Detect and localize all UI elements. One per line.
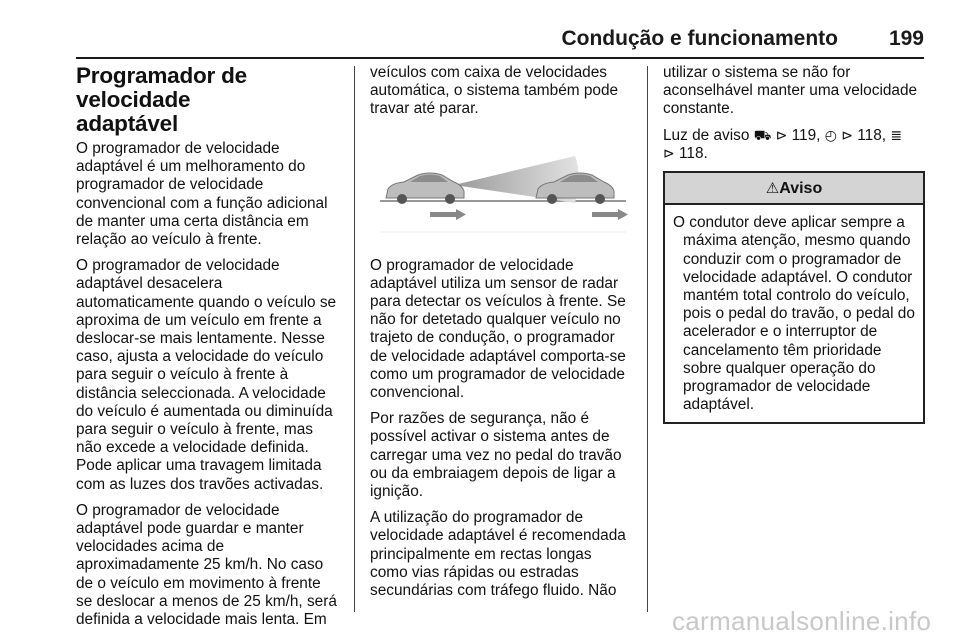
adaptive-cruise-icon: ≣	[890, 127, 903, 144]
column-2	[370, 64, 632, 608]
page-ref-119: 119,	[791, 126, 821, 144]
warning-lamps-label: Luz de aviso	[663, 126, 750, 144]
direction-arrow-1	[430, 209, 466, 220]
constant-speed-paragraph: utilizar o sistema se não for aconselhável manter uma velocidade constante.	[663, 64, 918, 118]
page-reference-arrow-icon: ⊳	[841, 127, 853, 144]
direction-arrow-2	[592, 209, 628, 220]
column-divider-1	[354, 66, 355, 612]
deceleration-paragraph: O programador de velocidade adaptável desacelera automaticamente quando o veículo se aproxima de um veículo em frente a deslocar-se mais lentamente. Nesse caso, ajusta a velocidade do veículo para seguir o veículo à frente à distância seleccionada. A velocidade do veículo é aumentada ou diminuída para seguir o veículo à frente, mas não excede a velocidade definida. Pode aplicar uma travagem limitada com as luzes dos travões activadas.	[76, 257, 337, 493]
warning-lamps-paragraph	[663, 127, 925, 163]
section-title-line-2: adaptável	[76, 111, 178, 136]
section-title-line-1: Programador de velocidade	[76, 63, 247, 112]
radar-illustration	[370, 129, 632, 237]
safety-activation-paragraph: Por razões de segurança, não é possível activar o sistema antes de carregar uma vez no pedal do travão ou da embraiagem depois de ligar a ignição.	[370, 410, 622, 501]
page-number: 199	[888, 27, 924, 50]
warning-box	[663, 171, 925, 424]
column-3	[663, 64, 925, 424]
speed-range-paragraph: O programador de velocidade adaptável pode guardar e manter velocidades acima de aproximadamente 25 km/h. No caso de o veículo em movimento à frente se deslocar a menos de 25 km/h, será definida a velocidade mais lenta. Em	[76, 501, 337, 629]
warning-body	[665, 205, 923, 422]
section-title	[76, 64, 340, 136]
page-reference-arrow-icon: ⊳	[775, 127, 788, 144]
cruise-control-icon: ◴	[824, 127, 837, 144]
running-header-title: Condução e funcionamento	[561, 27, 838, 50]
warning-triangle-icon: ⚠	[765, 179, 780, 198]
automatic-gearbox-paragraph: veículos com caixa de velocidades automática, o sistema também pode travar até parar.	[370, 64, 619, 118]
warning-heading	[665, 173, 923, 205]
warning-text: máxima atenção, mesmo quando conduzir com o programador de velocidade adaptável. O condutor mantém total controlo do veículo, pois o pedal do travão, o pedal do acelerador e o interruptor de cancelamento têm prioridade sobre qualquer operação do programador de velocidade adaptável.	[683, 232, 915, 414]
own-vehicle	[386, 173, 464, 204]
header-rule	[76, 57, 924, 59]
column-divider-2	[647, 66, 648, 612]
vehicle-ahead-icon: ⛟	[753, 127, 772, 144]
recommended-use-paragraph: A utilização do programador de velocidade adaptável é recomendada principalmente em rectas longas como vias rápidas ou estradas secundárias com tráfego fluido. Não	[370, 509, 626, 600]
column-1	[76, 64, 340, 637]
warning-heading-text: Aviso	[779, 180, 823, 198]
watermark: carmanualsonline.info	[672, 606, 932, 636]
page-ref-118a: 118,	[857, 126, 887, 144]
warning-lead-line: O condutor deve aplicar sempre a	[673, 214, 905, 232]
radar-sensor-paragraph: O programador de velocidade adaptável utiliza um sensor de radar para detectar os veículos à frente. Se não for detetado qualquer veículo no trajeto de condução, o programador de velocidade adaptável comporta-se como um programador de velocidade convencional.	[370, 256, 626, 402]
intro-paragraph: O programador de velocidade adaptável é um melhoramento do programador de velocidade convencional com a função adicional de manter uma certa distância em relação ao veículo à frente.	[76, 140, 328, 249]
page-ref-118b: 118.	[679, 144, 708, 162]
page-reference-arrow-icon: ⊳	[663, 145, 675, 162]
